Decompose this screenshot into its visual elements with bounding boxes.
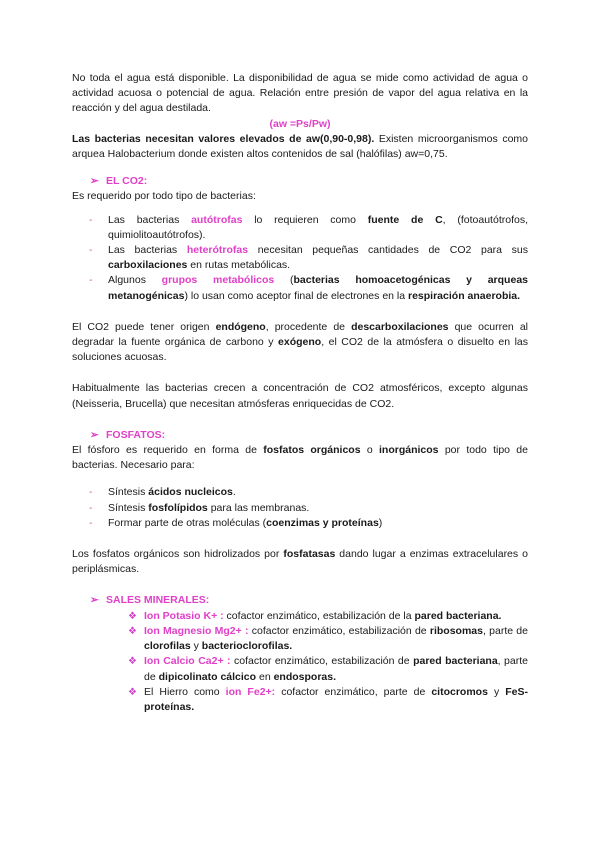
list-item: - Algunos grupos metabólicos (bacterias homoacetogénicas y arqueas metanogénicas) lo usan como aceptor final de electrones en la respiración anaerobia.	[89, 274, 528, 302]
sales-list	[72, 609, 528, 715]
co2-heading: ➢ EL CO2:	[90, 174, 528, 189]
co2-list	[72, 213, 528, 304]
list-item: - Síntesis fosfolípidos para las membranas.	[108, 501, 528, 516]
dash-bullet-icon: -	[89, 516, 93, 529]
sales-heading: ➢ SALES MINERALES:	[90, 593, 528, 608]
co2-origin-paragraph: El CO2 puede tener origen endógeno, procedente de descarboxilaciones que ocurren al degradar la fuente orgánica de carbono y exógeno, el CO2 de la atmósfera o disuelto en las soluciones acuosas.	[72, 320, 529, 364]
list-item: ❖ Ion Calcio Ca2+ : cofactor enzimático, estabilización de pared bacteriana, parte de dipicolinato cálcico en endosporas.	[128, 655, 528, 683]
aw-bold-lead: Las bacterias necesitan valores elevados de aw(0,90-0,98).	[72, 132, 375, 145]
fosfatos-list	[72, 485, 528, 531]
diamond-bullet-icon: ❖	[128, 656, 137, 668]
diamond-bullet-icon: ❖	[128, 610, 137, 622]
list-item: - Síntesis ácidos nucleicos.	[108, 485, 528, 500]
co2-habitual-paragraph: Habitualmente las bacterias crecen a concentración de CO2 atmosféricos, excepto algunas (Neisseria, Brucella) que necesitan atmósferas enriquecidas de CO2.	[72, 382, 528, 410]
intro-paragraph: No toda el agua está disponible. La disponibilidad de agua se mide como actividad de agua o actividad acuosa o potencial de agua. Relación entre presión de vapor del agua relativa en la reacción y del agua destilada.	[72, 72, 528, 115]
diamond-bullet-icon: ❖	[128, 625, 137, 637]
document-body	[72, 71, 528, 715]
co2-lead: Es requerido por todo tipo de bacterias:	[72, 190, 256, 203]
dash-bullet-icon: -	[89, 244, 93, 257]
fosfatos-heading: ➢ FOSFATOS:	[90, 428, 528, 443]
list-item: - Las bacterias autótrofas lo requieren como fuente de C, (fotoautótrofos, quimiolitoautótrofos).	[89, 213, 528, 241]
diamond-bullet-icon: ❖	[128, 686, 137, 698]
fosfatos-lead: El fósforo es requerido en forma de fosfatos orgánicos o inorgánicos por todo tipo de bacterias. Necesario para:	[72, 444, 528, 472]
list-item: - Las bacterias heterótrofas necesitan pequeñas cantidades de CO2 para sus carboxilaciones en rutas metabólicas.	[89, 244, 528, 272]
dash-bullet-icon: -	[89, 501, 93, 514]
dash-bullet-icon: -	[89, 274, 93, 287]
aw-formula: (aw =Ps/Pw)	[269, 117, 331, 130]
arrow-icon: ➢	[90, 428, 99, 441]
dash-bullet-icon: -	[89, 213, 93, 226]
list-item: - Formar parte de otras moléculas (coenzimas y proteínas)	[108, 516, 528, 531]
dash-bullet-icon: -	[89, 486, 93, 499]
arrow-icon: ➢	[90, 594, 99, 607]
list-item: ❖ El Hierro como ion Fe2+: cofactor enzimático, parte de citocromos y FeS-proteínas.	[128, 685, 529, 713]
list-item: ❖ Ion Magnesio Mg2+ : cofactor enzimático, estabilización de ribosomas, parte de clorofilas y bacterioclorofilas.	[128, 624, 528, 653]
aw-requirement-paragraph: Las bacterias necesitan valores elevados de aw(0,90-0,98). Existen microorganismos como arquea Halobacterium donde existen altos contenidos de sal (halófilas) aw=0,75.	[72, 132, 528, 161]
arrow-icon: ➢	[90, 175, 99, 188]
list-item: ❖ Ion Potasio K+ : cofactor enzimático, estabilización de la pared bacteriana.	[144, 609, 528, 624]
fosfatasas-paragraph: Los fosfatos orgánicos son hidrolizados por fosfatasas dando lugar a enzimas extracelulares o periplásmicas.	[72, 548, 528, 576]
